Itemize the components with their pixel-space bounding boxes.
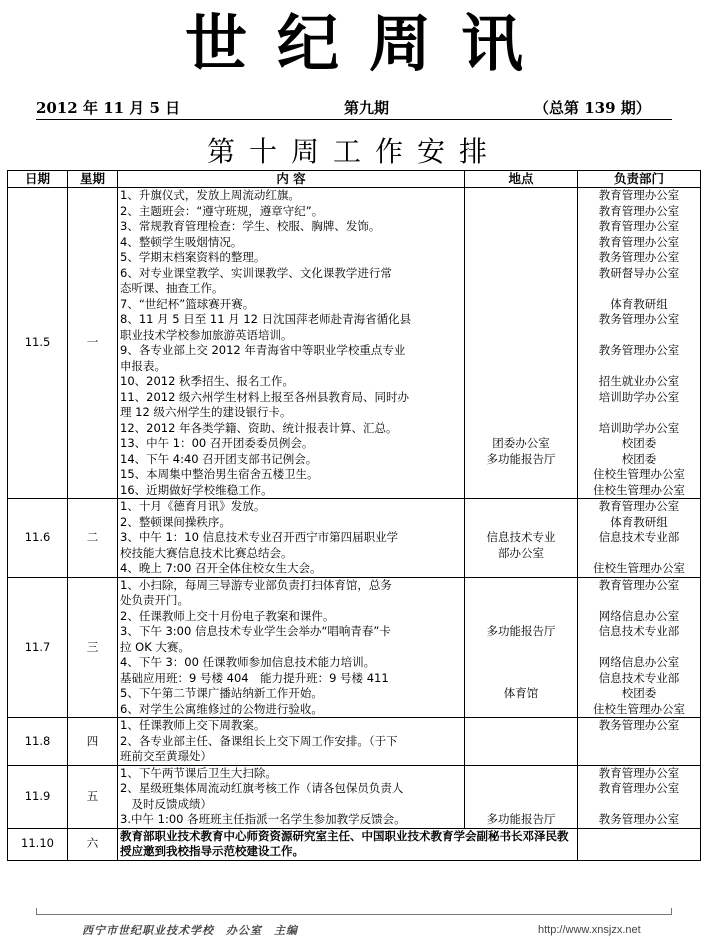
row-content-line: 态听课、抽查工作。 <box>120 281 224 295</box>
row-place-line <box>467 702 575 718</box>
row-place <box>465 577 578 718</box>
row-weekday: 三 <box>68 577 118 718</box>
footer-divider <box>36 914 672 915</box>
row-content-line: 1、任课教师上交下周教案。 <box>120 718 266 732</box>
row-content-line: 5、学期末档案资料的整理。 <box>120 250 266 264</box>
row-content-line: 15、本周集中整治男生宿舍五楼卫生。 <box>120 467 319 481</box>
row-dept-line: 信息技术专业部 <box>598 670 680 685</box>
row-content-line: 1、下午两节课后卫生大扫除。 <box>120 765 277 780</box>
row-dept-line: 信息技术专业部 <box>598 530 680 544</box>
footer-url: http://www.xnsjzx.net <box>538 924 641 936</box>
row-content-line: 11、2012 级六州学生材料上报至各州县教育局、同时办 <box>120 389 410 404</box>
row-place-line <box>467 343 575 359</box>
row-content-line: 3、中午 1：10 信息技术专业召开西宁市第四届职业学 <box>120 530 399 544</box>
schedule-table <box>7 170 701 861</box>
row-dept-line: 教育管理办公室 <box>598 203 680 218</box>
row-dept-line: 教育管理办公室 <box>598 765 680 780</box>
masthead <box>0 0 708 88</box>
header-day: 星期 <box>68 171 118 188</box>
row-content-line: 理 12 级六州学生的建设银行卡。 <box>120 405 292 419</box>
row-dept <box>578 765 701 828</box>
row-place-line <box>467 421 575 437</box>
row-dept <box>578 499 701 578</box>
issue-line <box>36 97 676 117</box>
row-dept-line: 教研督导办公室 <box>598 265 680 280</box>
row-content-line: 职业技术学校参加旅游英语培训。 <box>120 327 293 342</box>
header-dept: 负责部门 <box>578 171 701 188</box>
table-row <box>8 577 701 718</box>
row-content-line: 8、11 月 5 日至 11 月 12 日沈国萍老师赴青海省循化县 <box>120 312 412 326</box>
row-place-line: 多功能报告厅 <box>486 451 556 466</box>
row-place-line: 体育馆 <box>503 686 539 700</box>
row-dept-line: 教育管理办公室 <box>598 781 680 795</box>
row-dept-line: 住校生管理办公室 <box>593 701 685 716</box>
row-place <box>465 718 578 766</box>
row-dept-line: 培训助学办公室 <box>598 389 680 404</box>
page-heading: 第十周工作安排 <box>206 135 501 168</box>
row-dept-line: 住校生管理办公室 <box>593 482 685 497</box>
row-content-line: 3.中午 1:00 各班班主任指派一名学生参加教学反馈会。 <box>120 812 406 826</box>
row-content-line: 处负责开门。 <box>120 593 189 607</box>
row-dept-line <box>580 281 698 297</box>
row-place-line <box>467 297 575 313</box>
row-dept-line: 网络信息办公室 <box>598 655 680 669</box>
row-content-line: 2、任课教师上交十月份电子教案和课件。 <box>120 608 335 623</box>
row-place-line <box>467 578 575 594</box>
row-dept-line: 校团委 <box>621 436 657 450</box>
row-content-line: 2、整顿课间操秩序。 <box>120 514 231 529</box>
row-dept-line: 信息技术专业部 <box>598 624 680 638</box>
row-place-line <box>467 235 575 251</box>
row-dept-line <box>580 749 698 765</box>
row-dept-line: 体育教研组 <box>610 296 668 311</box>
issue-number: 第九期 <box>344 99 390 117</box>
row-place-line <box>467 515 575 531</box>
row-place-line <box>467 266 575 282</box>
table-row <box>8 718 701 766</box>
table-row <box>8 499 701 578</box>
row-dept-line: 教务管理办公室 <box>598 312 680 326</box>
row-place-line <box>467 204 575 220</box>
row-place-line <box>467 250 575 266</box>
row-content-line: 3、常规教育管理检查：学生、校服、胸牌、发饰。 <box>120 219 381 233</box>
row-place-line <box>467 655 575 671</box>
row-dept-line: 培训助学办公室 <box>598 420 680 435</box>
row-dept-line: 住校生管理办公室 <box>593 467 685 481</box>
row-place-line <box>467 188 575 204</box>
row-place-line <box>467 718 575 734</box>
row-content-line: 6、对专业课堂教学、实训课教学、文化课教学进行常 <box>120 265 392 280</box>
row-place-line <box>467 467 575 483</box>
schedule-body <box>8 188 701 861</box>
row-dept-line: 住校生管理办公室 <box>593 561 685 575</box>
header-place: 地点 <box>465 171 578 188</box>
row-content-line: 3、下午 3:00 信息技术专业学生会举办“唱响青春”卡 <box>120 624 391 638</box>
row-dept-line <box>580 359 698 375</box>
row-content-line: 拉 OK 大赛。 <box>120 639 190 654</box>
row-place <box>465 765 578 828</box>
masthead-divider <box>36 119 672 120</box>
row-dept-line: 教育管理办公室 <box>598 219 680 233</box>
row-content-line: 4、下午 3：00 任课教师参加信息技术能力培训。 <box>120 655 376 669</box>
row-dept-line: 教务管理办公室 <box>598 250 680 264</box>
row-content <box>118 188 465 499</box>
row-content-line: 及时反馈成绩） <box>120 796 212 811</box>
row-dept-line: 校团委 <box>621 451 657 466</box>
row-dept-line <box>580 405 698 421</box>
row-content-line: 9、各专业部上交 2012 年青海省中等职业学校重点专业 <box>120 343 406 357</box>
table-header-row <box>8 171 701 188</box>
row-content-line: 13、中午 1：00 召开团委委员例会。 <box>120 436 314 450</box>
row-content-line: 5、下午第二节课广播站纳新工作开始。 <box>120 686 323 700</box>
row-weekday: 一 <box>68 188 118 499</box>
row-place-line: 多功能报告厅 <box>486 624 556 638</box>
table-row <box>8 828 701 860</box>
table-row <box>8 765 701 828</box>
row-place-line <box>467 390 575 406</box>
row-dept-line <box>580 640 698 656</box>
row-place-line <box>467 593 575 609</box>
row-dept-line: 教育管理办公室 <box>598 577 680 592</box>
row-place-line <box>467 374 575 390</box>
row-dept-line <box>580 734 698 750</box>
table-row <box>8 188 701 499</box>
row-content-line: 1、十月《德育月讯》发放。 <box>120 499 266 513</box>
row-dept-line: 教务管理办公室 <box>598 812 680 826</box>
row-dept <box>578 718 701 766</box>
row-content <box>118 765 465 828</box>
row-date: 11.6 <box>8 499 68 578</box>
row-content <box>118 718 465 766</box>
row-content-line: 1、升旗仪式，发放上周流动红旗。 <box>120 188 300 202</box>
row-place-line <box>467 499 575 515</box>
row-dept-line <box>580 546 698 562</box>
row-place-line <box>467 749 575 765</box>
footer-editor: 西宁市世纪职业技术学校 办公室 主编 <box>82 924 298 937</box>
row-dept-line: 教务管理办公室 <box>598 718 680 732</box>
row-dept-line: 教育管理办公室 <box>598 234 680 249</box>
row-content-line: 16、近期做好学校维稳工作。 <box>120 482 273 497</box>
row-place-line <box>467 561 575 577</box>
masthead-title: 世纪周讯 <box>184 7 553 80</box>
row-content-line: 14、下午 4:40 召开团支部书记例会。 <box>120 451 318 466</box>
row-content-line: 1、小扫除，每周三导游专业部负责打扫体育馆，总务 <box>120 577 392 592</box>
row-place-line <box>467 609 575 625</box>
row-weekday: 五 <box>68 765 118 828</box>
row-content-line: 2、各专业部主任、备课组长上交下周工作安排。（于下 <box>120 733 398 748</box>
row-place-line <box>467 781 575 797</box>
row-dept-line: 教育管理办公室 <box>598 188 680 202</box>
row-content-line: 4、晚上 7:00 召开全体住校女生大会。 <box>120 561 322 575</box>
issue-date: 2012 年 11 月 5 日 <box>36 99 181 117</box>
row-content-line: 10、2012 秋季招生、报名工作。 <box>120 374 295 388</box>
row-content-line: 班前交至黄璟处） <box>120 749 212 763</box>
row-weekday: 四 <box>68 718 118 766</box>
row-dept <box>578 577 701 718</box>
row-place-line <box>467 281 575 297</box>
row-content <box>118 828 578 860</box>
row-content-text: 教育部职业技术教育中心师资资源研究室主任、中国职业技术教育学会副秘书长邓泽民教授应邀到我校指导示范校建设工作。 <box>120 828 569 858</box>
row-date: 11.10 <box>8 828 68 860</box>
row-dept-line: 教务管理办公室 <box>598 343 680 357</box>
row-dept-line <box>580 593 698 609</box>
row-place-line <box>467 328 575 344</box>
row-place-line: 部办公室 <box>498 545 544 560</box>
row-place-line <box>467 483 575 499</box>
row-place-line: 多功能报告厅 <box>486 812 556 826</box>
row-place-line <box>467 797 575 813</box>
row-content-line: 申报表。 <box>120 358 166 373</box>
row-content <box>118 499 465 578</box>
row-place-line <box>467 219 575 235</box>
row-place <box>465 499 578 578</box>
row-dept <box>578 828 701 860</box>
row-place-line <box>467 766 575 782</box>
row-place <box>465 188 578 499</box>
row-place-line <box>467 405 575 421</box>
row-dept-line: 体育教研组 <box>610 514 668 529</box>
row-dept-line <box>580 328 698 344</box>
row-weekday: 二 <box>68 499 118 578</box>
row-dept-line <box>580 797 698 813</box>
row-place-line <box>467 312 575 328</box>
row-date: 11.9 <box>8 765 68 828</box>
header-date: 日期 <box>8 171 68 188</box>
row-dept-line: 招生就业办公室 <box>598 374 680 388</box>
row-dept-line: 教育管理办公室 <box>598 499 680 513</box>
row-place-line: 团委办公室 <box>492 436 550 450</box>
row-place-line: 信息技术专业 <box>486 530 556 544</box>
issue-total: （总第 139 期） <box>534 99 651 117</box>
row-date: 11.8 <box>8 718 68 766</box>
row-date: 11.5 <box>8 188 68 499</box>
row-content-line: 基础应用班：9 号楼 404 能力提升班：9 号楼 411 <box>120 670 389 685</box>
row-weekday: 六 <box>68 828 118 860</box>
row-date: 11.7 <box>8 577 68 718</box>
row-place-line <box>467 640 575 656</box>
row-place-line <box>467 359 575 375</box>
row-content-line: 12、2012 年各类学籍、资助、统计报表计算、汇总。 <box>120 420 398 435</box>
row-content-line: 6、对学生公寓维修过的公物进行验收。 <box>120 701 323 716</box>
row-content-line: 2、主题班会：“遵守班规，遵章守纪”。 <box>120 203 324 218</box>
row-dept <box>578 188 701 499</box>
row-content-line: 校技能大赛信息技术比赛总结会。 <box>120 545 293 560</box>
row-place-line <box>467 671 575 687</box>
row-content-line: 4、整顿学生吸烟情况。 <box>120 234 243 249</box>
header-content: 内 容 <box>118 171 465 188</box>
row-dept-line: 网络信息办公室 <box>598 608 680 623</box>
row-content-line: 7、“世纪杯”篮球赛开赛。 <box>120 296 255 311</box>
row-place-line <box>467 734 575 750</box>
row-content <box>118 577 465 718</box>
row-content-line: 2、星级班集体周流动红旗考核工作（请各包保员负责人 <box>120 781 404 795</box>
row-dept-line: 校团委 <box>621 686 657 700</box>
